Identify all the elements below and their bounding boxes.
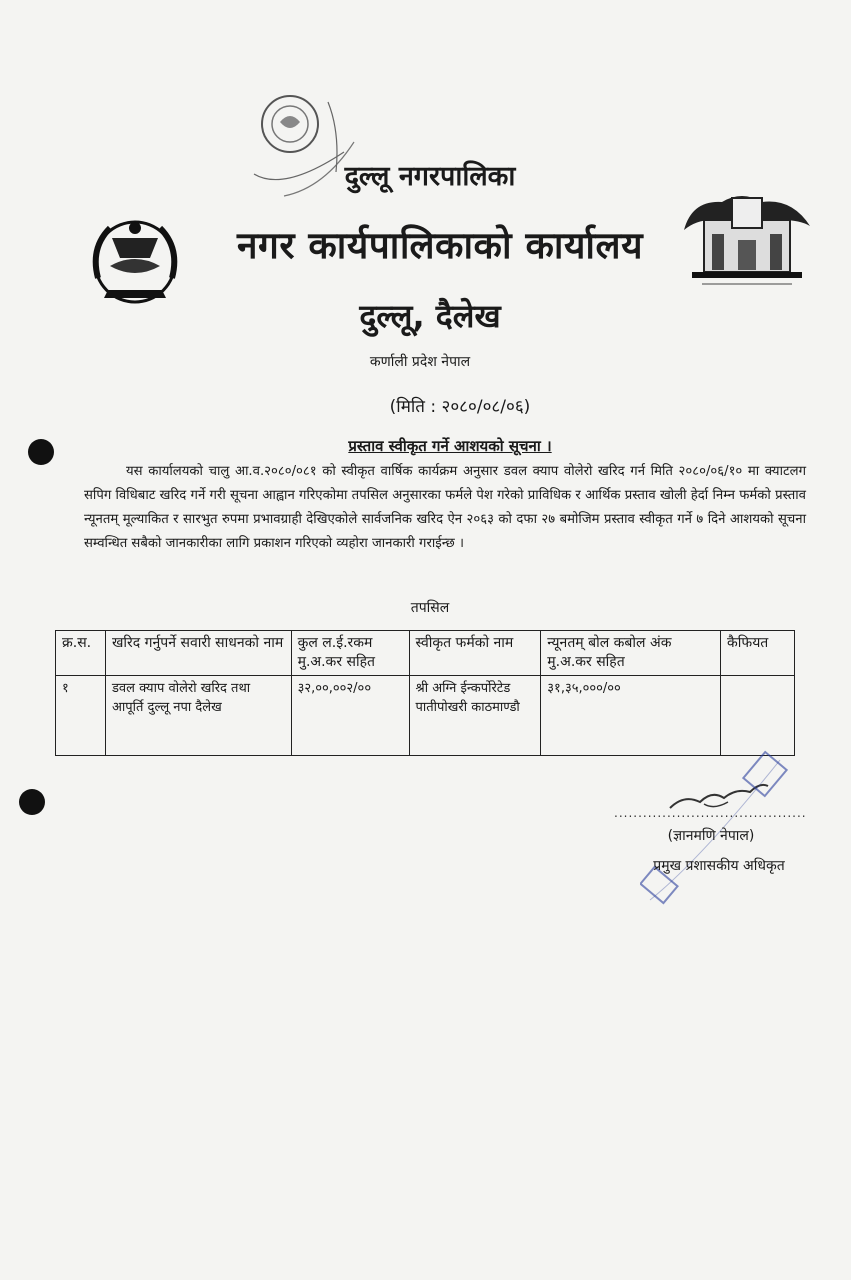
header-cost-estimate: कुल ल.ई.रकम मु.अ.कर सहित: [291, 631, 409, 676]
notice-heading: प्रस्ताव स्वीकृत गर्ने आशयको सूचना ।: [348, 437, 552, 455]
cell-remarks: [721, 676, 795, 756]
header-sn: क्र.स.: [56, 631, 106, 676]
signatory-name: (ज्ञानमणि नेपाल): [667, 828, 755, 844]
schedule-label: तपसिल: [410, 600, 450, 616]
table-header-row: [56, 631, 795, 676]
cell-approved-firm: श्री अग्नि ईन्कर्पोरेटेड पातीपोखरी काठमाण्डौ: [409, 676, 541, 756]
header-item: खरिद गर्नुपर्ने सवारी साधनको नाम: [105, 631, 291, 676]
header-approved-firm: स्वीकृत फर्मको नाम: [409, 631, 541, 676]
office-location: दुल्लू, दैलेख: [359, 297, 501, 335]
province-name: कर्णाली प्रदेश नेपाल: [369, 354, 471, 370]
punch-hole: [28, 439, 54, 465]
cell-cost-estimate: ३२,००,००२/००: [291, 676, 409, 756]
table-row: [56, 676, 795, 756]
header-remarks: कैफियत: [721, 631, 795, 676]
office-title: नगर कार्यपालिकाको कार्यालय: [236, 224, 644, 267]
cell-sn: १: [56, 676, 106, 756]
municipality-temple-logo: [682, 190, 812, 288]
header-lowest-bid: न्यूनतम् बोल कबोल अंक मु.अ.कर सहित: [541, 631, 721, 676]
punch-hole: [19, 789, 45, 815]
cell-item: डवल क्याप वोलेरो खरिद तथा आपूर्ति दुल्लू नपा दैलेख: [105, 676, 291, 756]
signature-line: ........................................: [614, 806, 807, 820]
signatory-title: प्रमुख प्रशासकीय अधिकृत: [653, 858, 785, 874]
nepal-emblem-logo: [80, 208, 190, 316]
cell-lowest-bid: ३१,३५,०००/००: [541, 676, 721, 756]
municipality-name: दुल्लू नगरपालिका: [344, 161, 516, 192]
notice-date: (मिति : २०८०/०८/०६): [389, 397, 531, 417]
notice-body: यस कार्यालयको चालु आ.व.२०८०/०८१ को स्वीकृत वार्षिक कार्यक्रम अनुसार डवल क्याप वोलेरो खरिद गर्न मिति २०८०/०६/१० मा क्याटलग सपिग विधिबाट खरिद गर्ने गरी सूचना आह्वान गरिएकोमा तपसिल अनुसारका फर्मले पेश गरेको प्राविधिक र आर्थिक प्रस्ताव खोली हेर्दा निम्न फर्मको प्रस्ताव न्यूनतम् मूल्याकित र सारभुत रुपमा प्रभावग्राही देखिएकोले सार्वजनिक खरिद ऐन २०६३ को दफा २७ बमोजिम प्रस्ताव स्वीकृत गर्ने ७ दिने आशयको सूचना सम्वन्धित सबैको जानकारीका लागि प्रकाशन गरिएको व्यहोरा जानकारी गराईन्छ ।: [84, 464, 806, 551]
bid-table: [55, 630, 795, 756]
